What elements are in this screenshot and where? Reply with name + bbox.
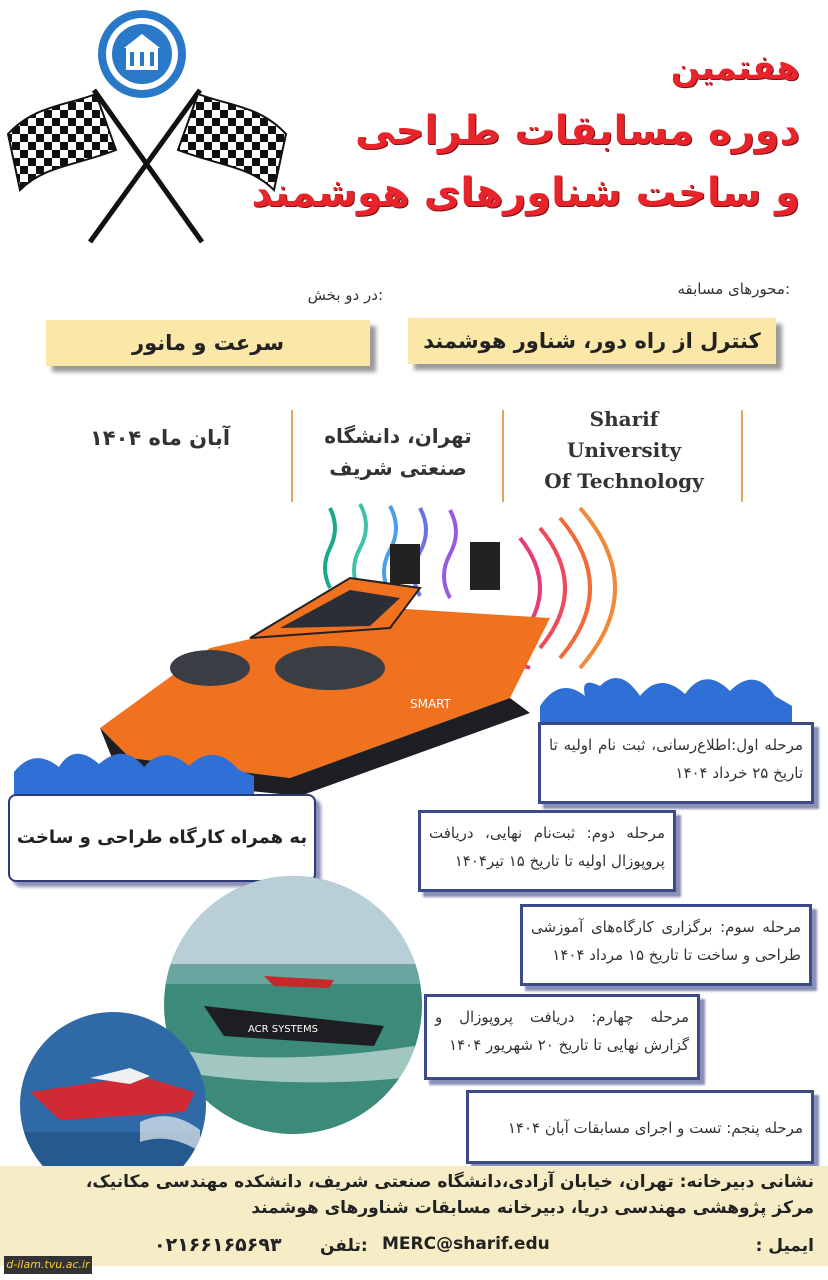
location: تهران، دانشگاه صنعتی شریف [324,424,472,480]
wave-decoration-left [14,742,254,802]
sections-box: سرعت و مانور [46,320,370,366]
university-name: Sharif University Of Technology [544,407,704,493]
divider [291,410,293,502]
checkered-flags-icon [4,86,294,246]
title-line-3: و ساخت شناورهای هوشمند [251,170,800,216]
phone-number[interactable]: ۰۲۱۶۶۱۶۵۶۹۳ [154,1234,282,1256]
stage-4: مرحله چهارم: دریافت پروپوزال و گزارش نهایی تا تاریخ ۲۰ شهریور ۱۴۰۴ [424,994,700,1080]
title-line-1: هفتمین [670,48,800,88]
workshop-box: به همراه کارگاه طراحی و ساخت [8,794,316,882]
stage-5: مرحله پنجم: تست و اجرای مسابقات آبان ۱۴۰۴ [466,1090,814,1164]
email-link[interactable]: MERC@sharif.edu [382,1234,550,1254]
competition-axes-label: محورهای مسابقه: [677,280,790,298]
photo-boat-text: ACR SYSTEMS [248,1024,318,1035]
title-line-2: دوره مسابقات طراحی [355,108,800,154]
axes-box: کنترل از راه دور، شناور هوشمند [408,318,776,364]
divider [502,410,504,502]
email-label: ایمیل : [755,1236,814,1256]
boat-brand-text: SMART [410,697,451,711]
event-date: آبان ماه ۱۴۰۴ [89,426,231,450]
divider [741,410,743,502]
phone-label: تلفن: [320,1236,368,1256]
address-line-1: نشانی دبیرخانه: تهران، خیابان آزادی،دانشگاه صنعتی شریف، دانشکده مهندسی مکانیک، [85,1172,814,1192]
site-watermark[interactable]: d-ilam.tvu.ac.ir [4,1256,92,1274]
stage-3: مرحله سوم: برگزاری کارگاه‌های آموزشی طراحی و ساخت تا تاریخ ۱۵ مرداد ۱۴۰۴ [520,904,812,986]
stage-2: مرحله دوم: ثبت‌نام نهایی، دریافت پروپوزال اولیه تا تاریخ ۱۵ تیر۱۴۰۴ [418,810,676,892]
stage-1: مرحله اول:اطلاع‌رسانی، ثبت نام اولیه تا تاریخ ۲۵ خرداد ۱۴۰۴ [538,722,814,804]
two-sections-label: در دو بخش: [307,286,383,304]
address-line-2: مرکز پژوهشی مهندسی دریا، دبیرخانه مسابقات شناورهای هوشمند [251,1198,814,1218]
